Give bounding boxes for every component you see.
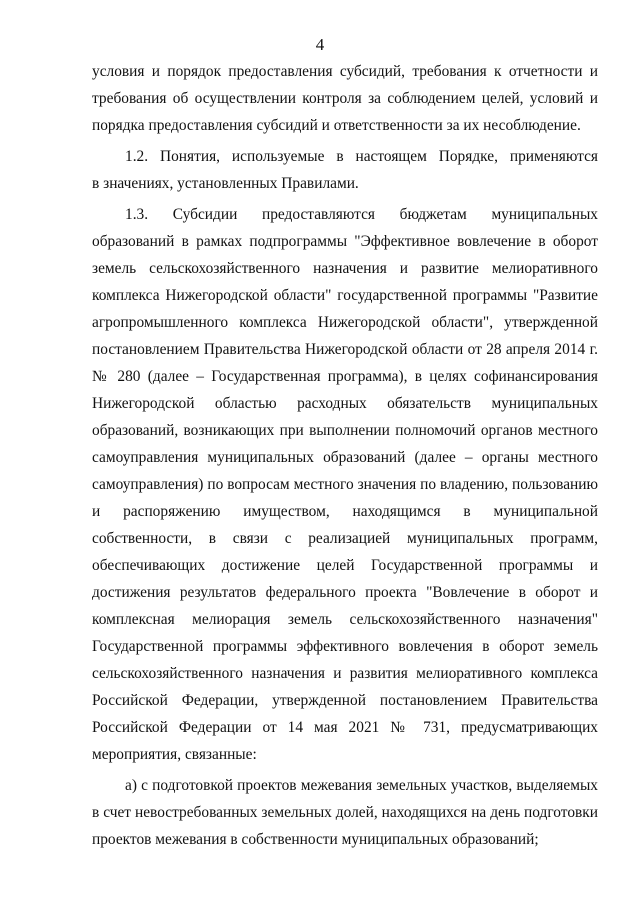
text-line: образований в рамках подпрограммы "Эффективное вовлечение в оборот [92, 233, 598, 250]
text-line: 1.2. Понятия, используемые в настоящем Порядке, применяются [125, 148, 598, 165]
text-line: Государственной программы эффективного вовлечения в оборот земель [92, 638, 598, 655]
text-line: комплекса Нижегородской области" государственной программы "Развитие [92, 287, 598, 304]
text-line: и распоряжению имуществом, находящимся в муниципальной [92, 503, 598, 520]
text-line: образований, возникающих при выполнении полномочий органов местного [92, 422, 598, 439]
text-line: самоуправления муниципальных образований (далее – органы местного [92, 449, 598, 466]
text-line: земель сельскохозяйственного назначения и развитие мелиоративного [92, 260, 598, 277]
text-line: комплексная мелиорация земель сельскохозяйственного назначения" [92, 611, 598, 628]
page-number: 4 [315, 35, 325, 54]
text-line: Нижегородской областью расходных обязательств муниципальных [92, 395, 598, 412]
text-line: собственности, в связи с реализацией муниципальных программ, [92, 530, 598, 547]
text-line: условия и порядок предоставления субсидий, требования к отчетности и [92, 63, 598, 80]
text-line: мероприятия, связанные: [92, 746, 257, 763]
text-line: проектов межевания в собственности муниципальных образований; [92, 831, 539, 848]
text-line: 1.3. Субсидии предоставляются бюджетам муниципальных [125, 206, 598, 223]
text-line: сельскохозяйственного назначения и развития мелиоративного комплекса [92, 665, 598, 682]
document-body [92, 58, 598, 853]
text-line: Российской Федерации от 14 мая 2021 № 731, предусматривающих [92, 719, 598, 736]
text-line: самоуправления) по вопросам местного значения по владению, пользованию [92, 476, 598, 493]
text-line: в значениях, установленных Правилами. [92, 175, 359, 192]
text-line: порядка предоставления субсидий и ответственности за их несоблюдение. [92, 117, 581, 134]
text-line: достижения результатов федерального проекта "Вовлечение в оборот и [92, 584, 598, 601]
text-line: агропромышленного комплекса Нижегородской области", утвержденной [92, 314, 598, 331]
text-line: в счет невостребованных земельных долей, находящихся на день подготовки [92, 804, 598, 821]
text-line: Российской Федерации, утвержденной постановлением Правительства [92, 692, 598, 709]
text-line: а) с подготовкой проектов межевания земельных участков, выделяемых [125, 777, 598, 794]
text-line: постановлением Правительства Нижегородской области от 28 апреля 2014 г. [92, 341, 598, 358]
text-line: обеспечивающих достижение целей Государственной программы и [92, 557, 598, 574]
text-line: № 280 (далее – Государственная программа), в целях софинансирования [92, 368, 598, 385]
text-line: требования об осуществлении контроля за соблюдением целей, условий и [92, 90, 598, 107]
